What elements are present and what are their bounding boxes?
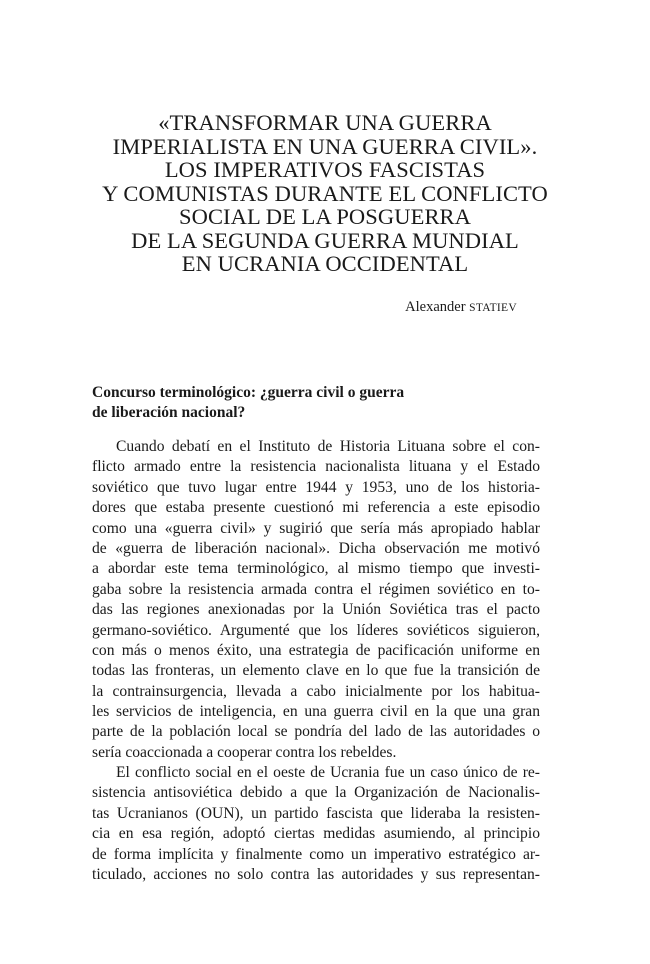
section-heading-line: de liberación nacional? [92, 403, 246, 421]
author-name [405, 299, 517, 316]
paragraph-line: Cuando debatí en el Instituto de Historia Lituana sobre el con- [116, 438, 540, 455]
title-line: DE LA SEGUNDA GUERRA MUNDIAL [131, 227, 519, 253]
paragraph-line: todas las fronteras, un elemento clave en lo que fue la transición de [92, 662, 540, 680]
paragraph-line: de «guerra de liberación nacional». Dicha observación me motivó [92, 539, 540, 557]
chapter-title [60, 111, 590, 276]
paragraph-line: sistencia antisoviética debido a que la Organización de Nacionalis- [92, 784, 540, 802]
paragraph-line: de forma implícita y finalmente como un imperativo estratégico ar- [92, 845, 540, 863]
paragraph-line: flicto armado entre la resistencia nacionalista lituana y el Estado [92, 458, 540, 476]
paragraph-line: les servicios de inteligencia, en una guerra civil en la que una gran [92, 703, 540, 721]
body-paragraph-1 [92, 437, 540, 763]
paragraph-line: gaba sobre la resistencia armada contra el régimen soviético en to- [92, 580, 540, 598]
paragraph-line: El conflicto social en el oeste de Ucrania fue un caso único de re- [116, 764, 540, 781]
paragraph-line: la contrainsurgencia, llevada a cabo inicialmente por los habitua- [92, 682, 540, 700]
section-heading-line: Concurso terminológico: ¿guerra civil o guerra [92, 384, 405, 401]
paragraph-line: parte de la población local se pondría del lado de las autoridades o [92, 723, 540, 741]
paragraph-line: soviético que tuvo lugar entre 1944 y 1953, uno de los historia- [92, 478, 540, 496]
paragraph-line: das las regiones anexionadas por la Unión Soviética tras el pacto [92, 601, 540, 619]
title-line: IMPERIALISTA EN UNA GUERRA CIVIL». [112, 133, 538, 159]
paragraph-line: a abordar este tema terminológico, al mismo tiempo que investi- [92, 560, 540, 578]
author-first-name: Alexander [405, 299, 466, 315]
title-line: EN UCRANIA OCCIDENTAL [181, 251, 469, 276]
author-last-name: STATIEV [469, 302, 517, 314]
paragraph-line: dores que estaba presente cuestionó mi referencia a este episodio [92, 499, 540, 517]
paragraph-line: con más o menos éxito, una estrategia de pacificación uniforme en [92, 641, 540, 659]
paragraph-line: cia en esa región, adoptó ciertas medidas asumiendo, al principio [92, 825, 540, 843]
paragraph-line: sería coaccionada a cooperar contra los rebeldes. [92, 743, 397, 761]
paragraph-line: tas Ucranianos (OUN), un partido fascista que lideraba la resisten- [92, 804, 540, 822]
title-line: SOCIAL DE LA POSGUERRA [178, 204, 472, 229]
title-line: «TRANSFORMAR UNA GUERRA [158, 110, 492, 135]
paragraph-line: como una «guerra civil» y sugirió que sería más apropiado hablar [92, 519, 540, 537]
title-line: Y COMUNISTAS DURANTE EL CONFLICTO [102, 180, 548, 206]
paragraph-line: germano-soviético. Argumenté que los líderes soviéticos siguieron, [92, 621, 540, 639]
section-heading [92, 383, 404, 422]
title-line: LOS IMPERATIVOS FASCISTAS [164, 157, 486, 182]
paragraph-line: ticulado, acciones no solo contra las autoridades y sus representan- [92, 865, 540, 883]
body-paragraph-2 [92, 763, 540, 885]
